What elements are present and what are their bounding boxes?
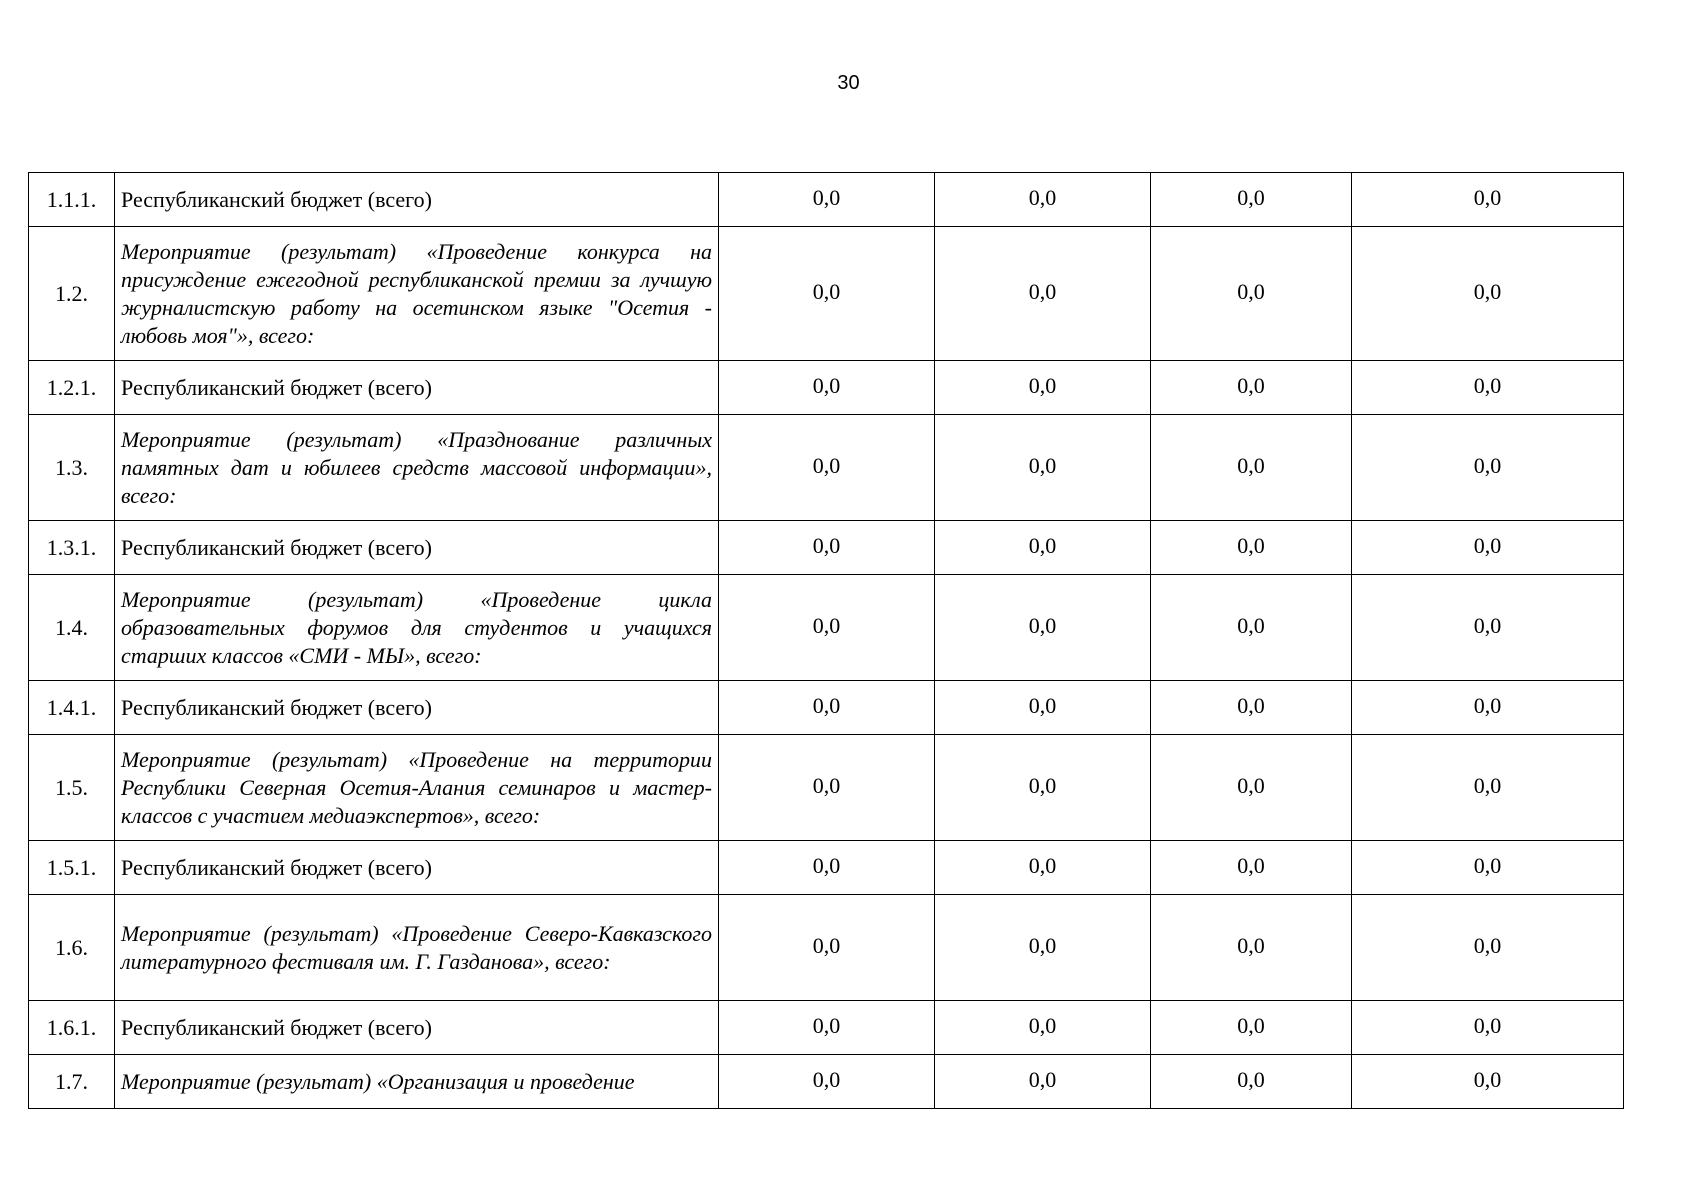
row-number: 1.5.1.: [29, 841, 115, 895]
row-value-4: 0,0: [1352, 361, 1624, 415]
row-value-3: 0,0: [1151, 1001, 1352, 1055]
row-value-1: 0,0: [719, 735, 935, 841]
row-number: 1.2.: [29, 227, 115, 361]
row-value-4: 0,0: [1352, 735, 1624, 841]
row-name: Республиканский бюджет (всего): [115, 681, 719, 735]
row-value-4: 0,0: [1352, 841, 1624, 895]
row-number: 1.4.: [29, 575, 115, 681]
row-value-1: 0,0: [719, 227, 935, 361]
table-row: [29, 521, 1624, 575]
row-number: 1.6.1.: [29, 1001, 115, 1055]
row-name: Мероприятие (результат) «Проведение цикла образовательных форумов для студентов и учащихся старших классов «СМИ - МЫ», всего:: [115, 575, 719, 681]
table-row: [29, 173, 1624, 227]
budget-table-body: [29, 173, 1624, 1109]
table-row: [29, 841, 1624, 895]
table-row: [29, 1055, 1624, 1109]
row-value-3: 0,0: [1151, 575, 1352, 681]
row-value-3: 0,0: [1151, 361, 1352, 415]
row-value-2: 0,0: [935, 575, 1151, 681]
row-value-1: 0,0: [719, 1055, 935, 1109]
row-name: Мероприятие (результат) «Празднование различных памятных дат и юбилеев средств массовой информации», всего:: [115, 415, 719, 521]
row-value-4: 0,0: [1352, 575, 1624, 681]
row-value-1: 0,0: [719, 415, 935, 521]
row-number: 1.4.1.: [29, 681, 115, 735]
table-row: [29, 361, 1624, 415]
row-value-1: 0,0: [719, 895, 935, 1001]
row-value-2: 0,0: [935, 415, 1151, 521]
row-number: 1.3.1.: [29, 521, 115, 575]
table-row: [29, 415, 1624, 521]
row-value-4: 0,0: [1352, 415, 1624, 521]
row-value-3: 0,0: [1151, 735, 1352, 841]
table-row: [29, 681, 1624, 735]
table-row: [29, 227, 1624, 361]
table-row: [29, 895, 1624, 1001]
row-value-3: 0,0: [1151, 415, 1352, 521]
row-value-3: 0,0: [1151, 227, 1352, 361]
page-number: 30: [837, 72, 860, 94]
row-number: 1.5.: [29, 735, 115, 841]
row-name: Мероприятие (результат) «Проведение конкурса на присуждение ежегодной республиканской премии за лучшую журналистскую работу на осетинском языке "Осетия - любовь моя"», всего:: [115, 227, 719, 361]
row-value-4: 0,0: [1352, 681, 1624, 735]
row-value-2: 0,0: [935, 895, 1151, 1001]
row-value-2: 0,0: [935, 735, 1151, 841]
row-value-1: 0,0: [719, 521, 935, 575]
row-value-2: 0,0: [935, 1055, 1151, 1109]
row-number: 1.7.: [29, 1055, 115, 1109]
row-name: Мероприятие (результат) «Организация и проведение: [115, 1055, 719, 1109]
row-number: 1.6.: [29, 895, 115, 1001]
row-name: Мероприятие (результат) «Проведение на территории Республики Северная Осетия-Алания семинаров и мастер-классов с участием медиаэкспертов», всего:: [115, 735, 719, 841]
table-row: [29, 735, 1624, 841]
row-value-2: 0,0: [935, 361, 1151, 415]
table-row: [29, 1001, 1624, 1055]
row-value-3: 0,0: [1151, 841, 1352, 895]
row-value-1: 0,0: [719, 841, 935, 895]
row-value-4: 0,0: [1352, 895, 1624, 1001]
row-value-2: 0,0: [935, 841, 1151, 895]
row-value-4: 0,0: [1352, 1001, 1624, 1055]
row-name: Республиканский бюджет (всего): [115, 841, 719, 895]
row-value-2: 0,0: [935, 173, 1151, 227]
row-value-3: 0,0: [1151, 681, 1352, 735]
row-name: Республиканский бюджет (всего): [115, 521, 719, 575]
row-value-1: 0,0: [719, 681, 935, 735]
row-value-3: 0,0: [1151, 1055, 1352, 1109]
row-value-4: 0,0: [1352, 227, 1624, 361]
row-name: Республиканский бюджет (всего): [115, 361, 719, 415]
row-value-3: 0,0: [1151, 521, 1352, 575]
row-value-1: 0,0: [719, 173, 935, 227]
row-value-4: 0,0: [1352, 173, 1624, 227]
row-value-4: 0,0: [1352, 521, 1624, 575]
row-value-3: 0,0: [1151, 895, 1352, 1001]
row-value-1: 0,0: [719, 361, 935, 415]
row-value-2: 0,0: [935, 681, 1151, 735]
row-value-2: 0,0: [935, 1001, 1151, 1055]
row-value-2: 0,0: [935, 227, 1151, 361]
table-row: [29, 575, 1624, 681]
row-name: Мероприятие (результат) «Проведение Северо-Кавказского литературного фестиваля им. Г. Газданова», всего:: [115, 895, 719, 1001]
row-number: 1.1.1.: [29, 173, 115, 227]
row-value-3: 0,0: [1151, 173, 1352, 227]
row-value-2: 0,0: [935, 521, 1151, 575]
row-number: 1.3.: [29, 415, 115, 521]
row-value-1: 0,0: [719, 575, 935, 681]
row-value-1: 0,0: [719, 1001, 935, 1055]
row-name: Республиканский бюджет (всего): [115, 1001, 719, 1055]
row-number: 1.2.1.: [29, 361, 115, 415]
row-value-4: 0,0: [1352, 1055, 1624, 1109]
budget-table: [28, 172, 1624, 1109]
row-name: Республиканский бюджет (всего): [115, 173, 719, 227]
